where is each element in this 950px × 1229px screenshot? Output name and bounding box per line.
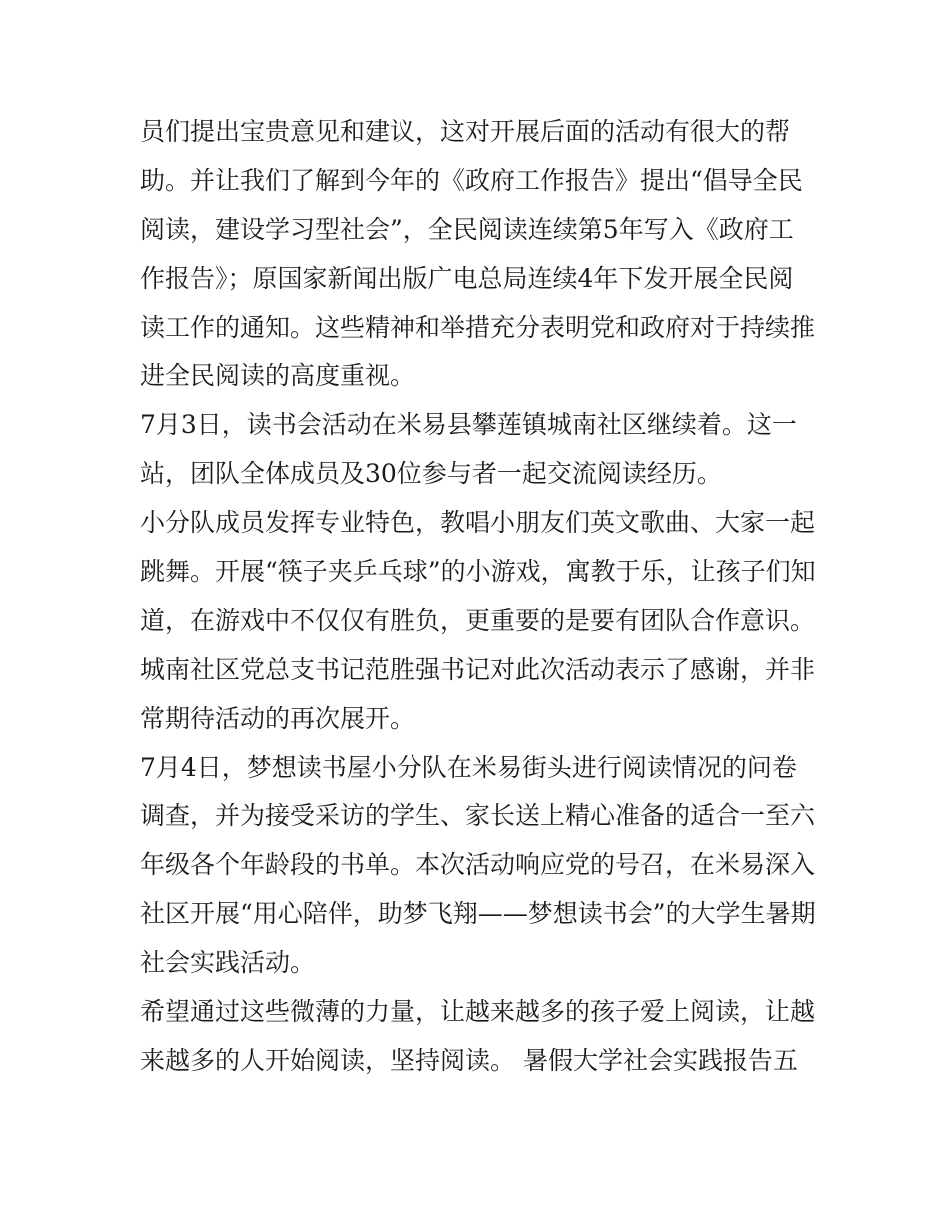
- text-line: 社会实践活动。: [140, 948, 316, 978]
- text-line: 希望通过这些微薄的力量，让越来越多的孩子爱上阅读，让越: [140, 997, 816, 1027]
- paragraph-closing: [140, 988, 830, 1086]
- text-line: 小分队成员发挥专业特色，教唱小朋友们英文歌曲、大家一起: [140, 508, 816, 538]
- text-line: 跳舞。开展“筷子夹乒乓球”的小游戏，寓教于乐，让孩子们知: [140, 557, 816, 587]
- paragraph-reading-policy: [140, 108, 830, 401]
- text-line: 调查，并为接受采访的学生、家长送上精心准备的适合一至六: [140, 801, 816, 831]
- text-line: 常期待活动的再次展开。: [140, 703, 416, 733]
- text-line: 年级各个年龄段的书单。本次活动响应党的号召，在米易深入: [140, 850, 816, 880]
- text-line: 来越多的人开始阅读，坚持阅读。 暑假大学社会实践报告五: [140, 1045, 798, 1075]
- text-line: 作报告》；原国家新闻出版广电总局连续4年下发开展全民阅: [140, 263, 794, 293]
- text-line: 站，团队全体成员及30位参与者一起交流阅读经历。: [140, 459, 722, 489]
- text-line: 城南社区党总支书记范胜强书记对此次活动表示了感谢，并非: [140, 654, 816, 684]
- text-line: 社区开展“用心陪伴，助梦飞翔——梦想读书会”的大学生暑期: [140, 899, 816, 929]
- document-body: [140, 108, 830, 1086]
- text-line: 进全民阅读的高度重视。: [140, 361, 416, 391]
- text-line: 助。并让我们了解到今年的《政府工作报告》提出“倡导全民: [140, 165, 803, 195]
- text-line: 7月3日，读书会活动在米易县攀莲镇城南社区继续着。这一: [140, 410, 797, 440]
- paragraph-july-3: [140, 401, 830, 499]
- text-line: 7月4日，梦想读书屋小分队在米易街头进行阅读情况的问卷: [140, 752, 797, 782]
- text-line: 读工作的通知。这些精神和举措充分表明党和政府对于持续推: [140, 312, 816, 342]
- paragraph-team-activities: [140, 499, 830, 743]
- text-line: 道，在游戏中不仅仅有胜负，更重要的是要有团队合作意识。: [140, 605, 816, 635]
- text-line: 员们提出宝贵意见和建议，这对开展后面的活动有很大的帮: [140, 117, 791, 146]
- text-line: 阅读，建设学习型社会”，全民阅读连续第5年写入《政府工: [140, 214, 794, 244]
- paragraph-july-4: [140, 744, 830, 988]
